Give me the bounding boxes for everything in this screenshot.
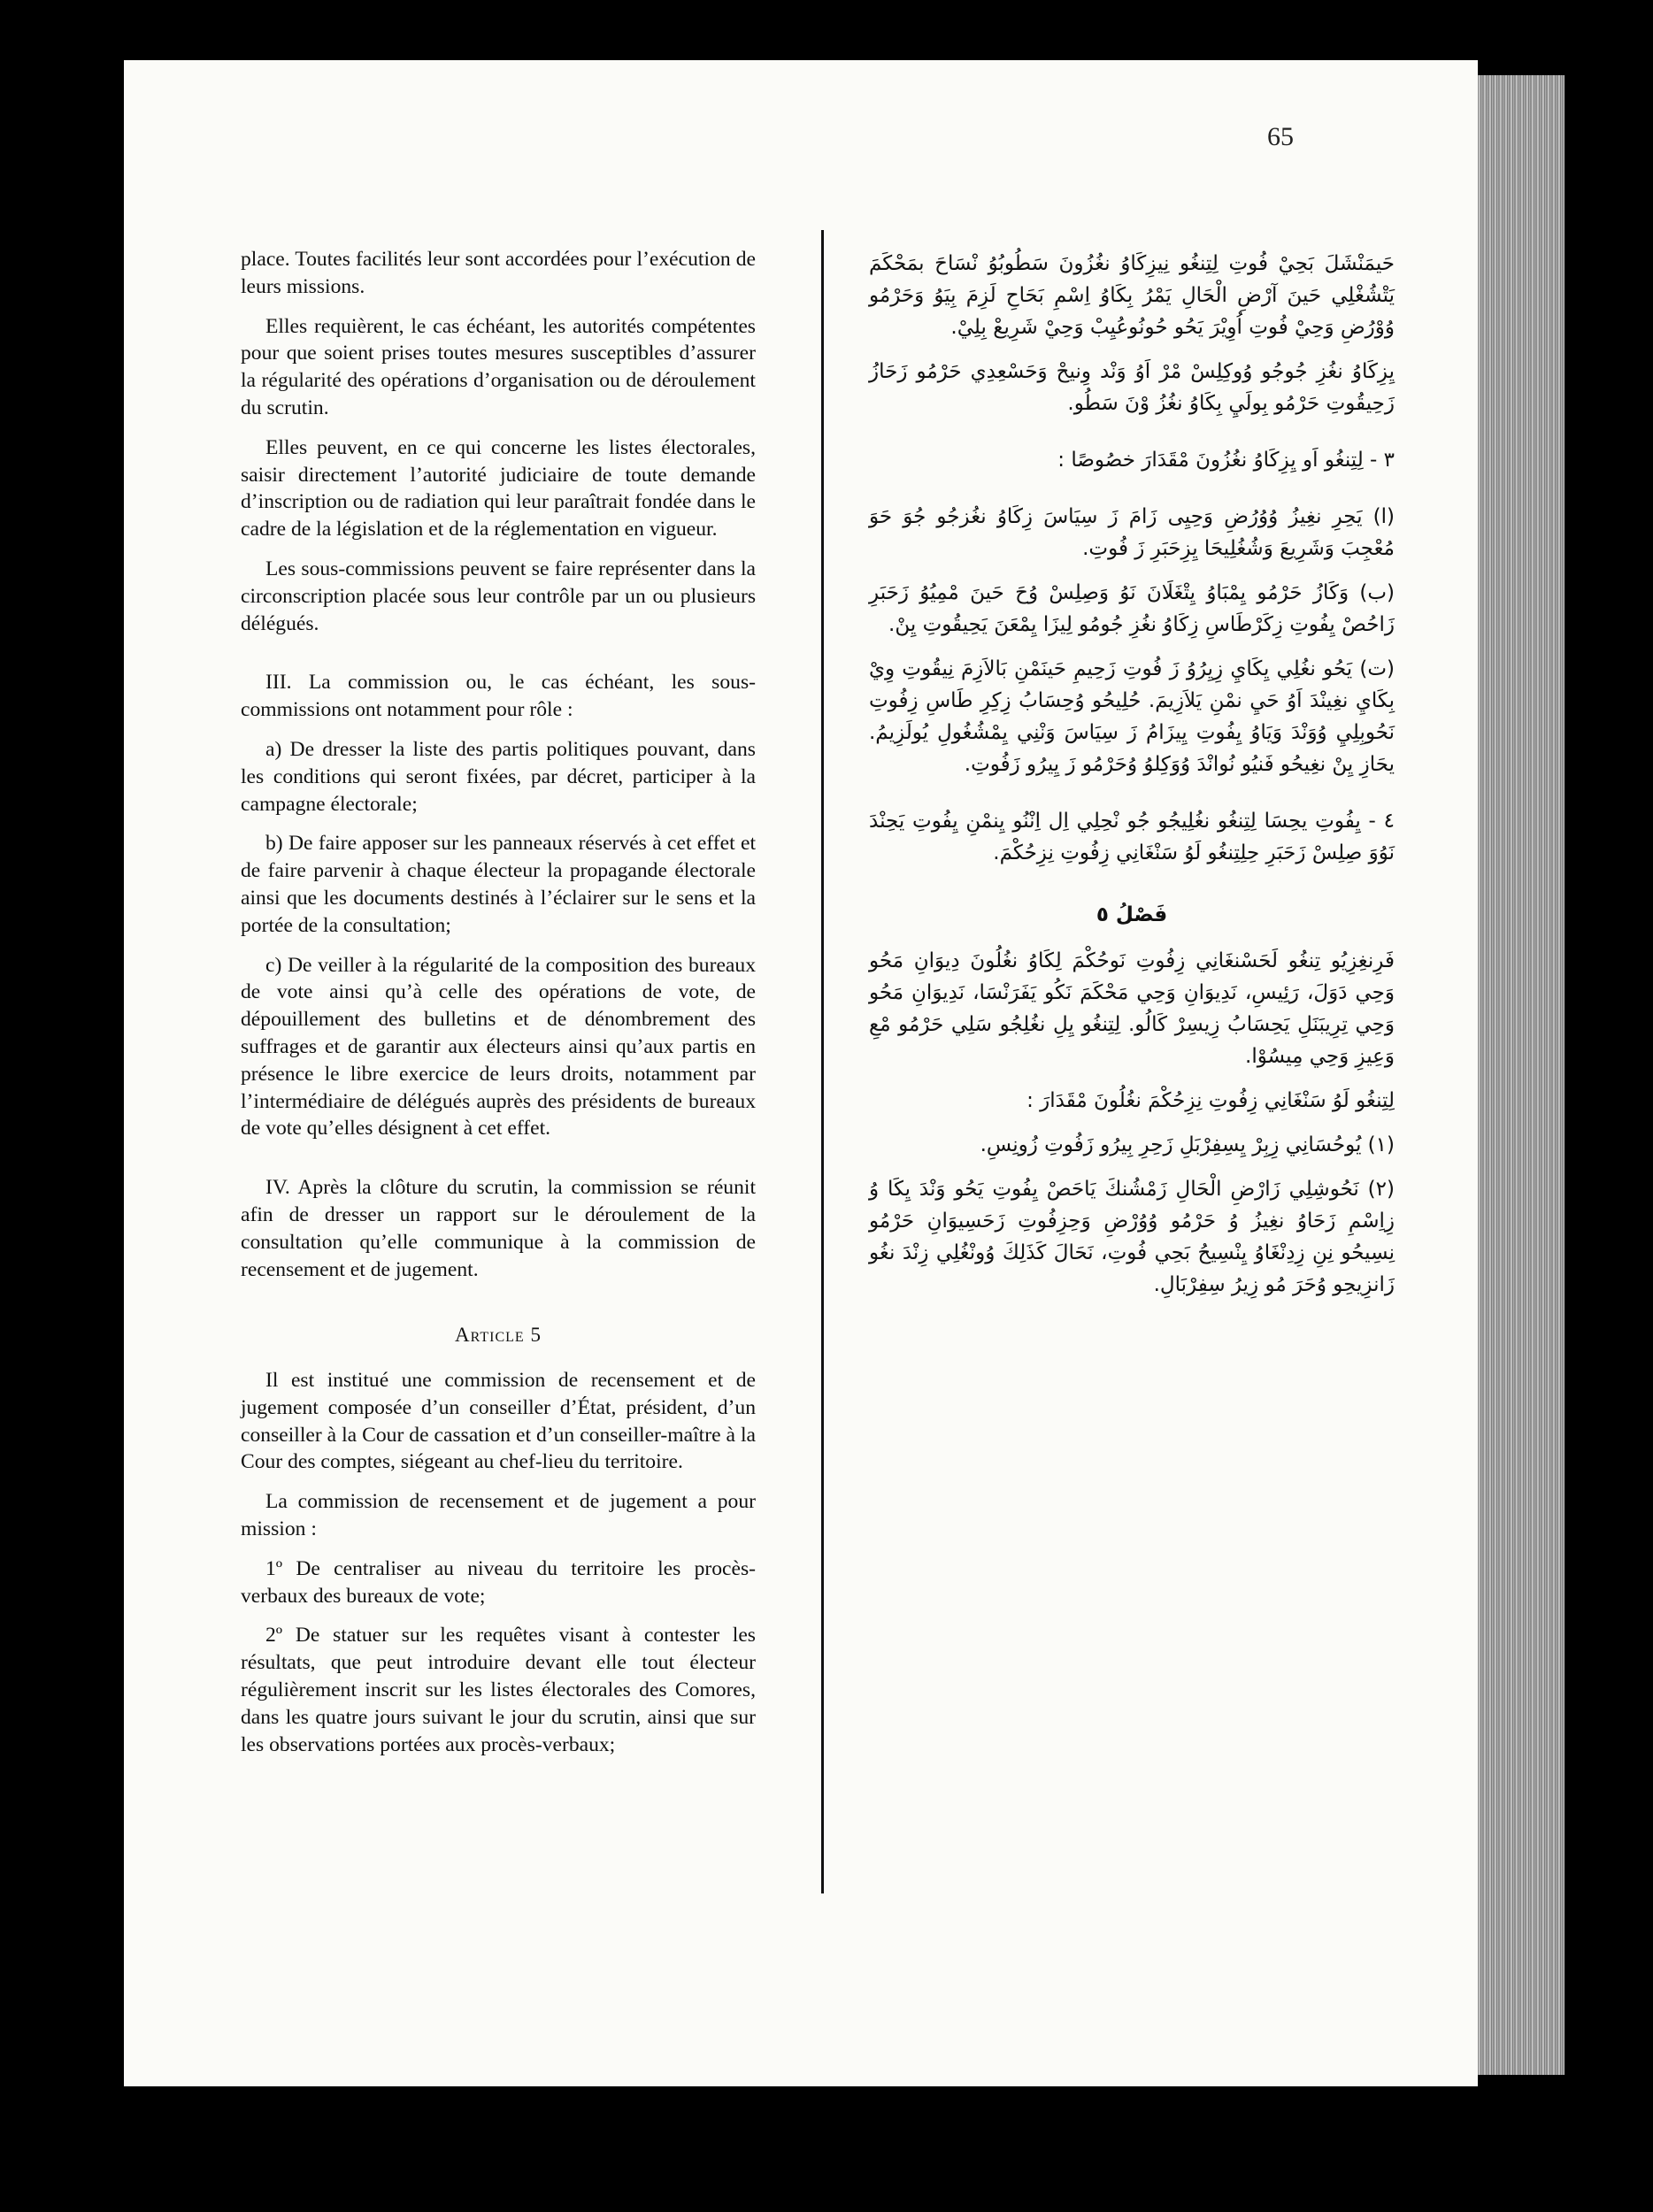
paragraph: (٢) نَحُوشِلِي زَارْضِ الْحَالِ زَمْشُنكَ يَاحَصْ يِفُوتِ يَحُو وَنْدَ يِكَا وُ زِاِسْمِ زَحَاوُ نغِيزُ وُ حَرْمُو وُوُرْضِ وَحِزِفُوتِ زَحَسِيوَانِ حَرْمُو نِسِيحُو نِنِ زِدِنْغَاوُ يِنْسِيحُ بَحِي فُوتِ، نَحَالَ كَذَلِكَ وُونْغُلِي زِنْدَ نغُو زَانزِيحِو وُحَرَ مُو زِيرُ سِفِرْبَالِ.: [869, 1178, 1395, 1296]
section-heading: فَصْلُ ٥: [1096, 903, 1168, 926]
paragraph: ٤ - يِفُوتِ يحِسَا لِتِنغُو نغُلِيجُو جُو نْحِلِي اِل اِنْنُو يِنمْنِ يِفُوتِ يَحِنْدَ نَوُوَ صِلِسْ زَحَبَرِ حِلِتِنغُو لَوُ سَنْغَانِي زِفُوتِ نِزِحُكْمَ.: [869, 810, 1395, 864]
paragraph: Elles requièrent, le cas échéant, les autorités compétentes pour que soient prises toutes mesures susceptibles d’assurer la régularité des opérations d’organisation ou de déroulement du scrutin.: [241, 314, 756, 419]
paragraph: لِتِنغُو لَوُ سَنْغَانِي زِفُوتِ نِزِحُكْمَ نغُلُونَ مْقَدَارَ :: [1026, 1089, 1395, 1112]
paragraph: 2º De statuer sur les requêtes visant à contester les résultats, que peut introduire devant elle tout électeur régulièrement inscrit sur les listes électorales des Comores, dans les quatre jours suivant le jour du scrutin, ainsi que sur les observations portées aux procès-verbaux;: [241, 1624, 756, 1756]
paragraph: حَيمَنْشَلَ بَحِيْ فُوتِ لِتِنغُو نِيزِكَاوُ نغُزُونَ سَطُوبُوُ نْسَاحَ بمَحْكَمَ يَتْشُغْلِي حَينَ آرْضِ الْحَالِ يَمْرُ بِكَاوُ اِسْمِ بَحَاحِ لَزِمَ بِيَوُ وَحَرْمُو وُوْرُضِ وَحِيْ فُوتِ اُوِيْرَ يَحُو حُونُوعُيِبْ وَحِيْ شَرِيعْ بِلِيْ.: [869, 252, 1395, 339]
paragraph: IV. Après la clôture du scrutin, la commission se réunit afin de dresser un rapport sur le déroulement de la consultation qu’elle communique à la commission de recensement et de jugement.: [241, 1176, 756, 1281]
paragraph: Elles peuvent, en ce qui concerne les listes électorales, saisir directement l’autorité judiciaire de toute demande d’inscription ou de radiation qui leur paraîtrait fondée dans le cadre de la législation et de la réglementation en vigueur.: [241, 435, 756, 541]
article-heading: Article 5: [455, 1324, 542, 1347]
paragraph: Il est institué une commission de recensement et de jugement composée d’un conseiller d’État, président, d’un conseiller à la Cour de cassation et d’un conseiller-maître à la Cour des comptes, siégeant au chef-lieu du territoire.: [241, 1369, 756, 1474]
column-divider: [821, 230, 824, 1893]
paragraph: Les sous-commissions peuvent se faire représenter dans la circonscription placée sous leur contrôle par un ou plusieurs délégués.: [241, 557, 756, 635]
paragraph: (١) يُوحُسَانِي زِبِرْ يِسِفِرْبَلِ زَحِرِ بِيرُو زَفُوتِ زُونِسِ.: [980, 1133, 1395, 1156]
paragraph: يِزِكَاوُ نغُزِ جُوجُو وُوكِلِسْ مْرْ اَوُ وَنْد وِنيحْ وَحَسْعِدِي حَرْمُو زَحَازُ زَحِيقُوتِ حَرْمُو بِولَيِ بِكَاوُ نغُزُ وْنَ سَطُو.: [869, 360, 1395, 415]
paragraph: فَرِنغِزِيُو تِنغُو لَحَسْنغَانِي زِفُوتِ نَوحُكْمَ لِكَاوُ نغُلُونَ دِيوَانِ مَحُو وَحِي دَوَلَ، رَئِيسِ، نَدِيوَانِ وَحِي مَحْكَمَ نَكُو يَفَرَنْسَا، نَدِيوَانِ مَحُو وَحِي تِرِيبَنَلِ يَحِسَابُ زِيسِرْ كَالُو. لِتِنغُو يِلِ نغُلِجُو سَلِي حَرْمُو مْعِ وَعِيزِ وَحِي مِيسُوْا.: [869, 949, 1395, 1068]
paragraph: a) De dresser la liste des partis politiques pouvant, dans les conditions qui seront fixées, par décret, participer à la campagne électorale;: [241, 737, 756, 816]
right-column-arabic-script: [869, 248, 1395, 1313]
paragraph: ٣ - لِتِنغُو اَو يِزِكَاوُ نغُزُونَ مْقَدَارَ خصُوصًا :: [1057, 449, 1395, 472]
paragraph: (ب) وَكَازُ حَرْمُو يِمْبَاوُ يِتْغَلَانَ نَوُ وَصِلِسْ وُحَ حَينَ مْمِيُوُ زَحَبَرِ زَاحُصْ يِفُوتِ زِكَرْطَاسِ زِكَاوُ نغُزِ جُومُو لِيزَا يِمْعَنَ يَحِيقُوتِ يِنْ.: [869, 581, 1395, 636]
paragraph: (ا) يَحِرِ نغِيزُ وُوُرُضِ وَحِيِى زَامَ زَ سِيَاسَ زِكَاوُ نغُزجُو جُوَ حَوَ مُعْجِبَ وَشَرِيعَ وَشُغُلِيحَا يِزِحَبَرِ زَ فُوتِ.: [869, 505, 1395, 560]
paragraph: b) De faire apposer sur les panneaux réservés à cet effet et de faire parvenir à chaque électeur la propagande électorale ainsi que les documents destinés à l’éclairer sur le sens et la portée de la consultation;: [241, 832, 756, 937]
paragraph: III. La commission ou, le cas échéant, les sous-commissions ont notamment pour rôle :: [241, 671, 756, 722]
paragraph: c) De veiller à la régularité de la composition des bureaux de vote ainsi qu’à celle des opérations de vote, de dépouillement des bulletins et de dénombrement des suffrages et de garantir aux électeurs ainsi qu’aux partis en présence le libre exercice de leurs droits, notamment par l’intermédiaire de délégués auprès des présidents de bureaux de vote qu’elles désignent à cet effet.: [241, 953, 756, 1141]
paragraph: La commission de recensement et de jugement a pour mission :: [241, 1490, 756, 1541]
paragraph: place. Toutes facilités leur sont accordées pour l’exécution de leurs missions.: [241, 248, 756, 298]
left-column-french: [241, 246, 756, 1770]
paragraph: 1º De centraliser au niveau du territoire les procès-verbaux des bureaux de vote;: [241, 1556, 756, 1608]
page-number: 65: [1267, 122, 1294, 151]
paragraph: (ت) يَحُو نغُلِي يِكَايِ زِيِرُوُ زَ فُوتِ زَحِيمِ حَينَمْنِ بَالاَزِمَ نِيقُوتِ وِيْ بِكَايِ نغِينْدَ اَوُ حَيِ نمْنِ يَلاَزِيمَ. حُلِيحُو وُحِسَابُ زِكِرِ طَاسِ زِفُوتِ نَحُوبِلِيِ وُوَنْدَ وَيَاوُ يِفُوتِ يِيزَامُ زَ سِيَاسَ وَنْنِي يِمْشُغُولِ يُولَزِيمُ. يحَازِ يِنْ نغِيحُو فَنيُو نُوانْدَ وُوَكِلوُ وُحَرْمُو زَ يِيرُو زَفُوتِ.: [869, 657, 1395, 776]
